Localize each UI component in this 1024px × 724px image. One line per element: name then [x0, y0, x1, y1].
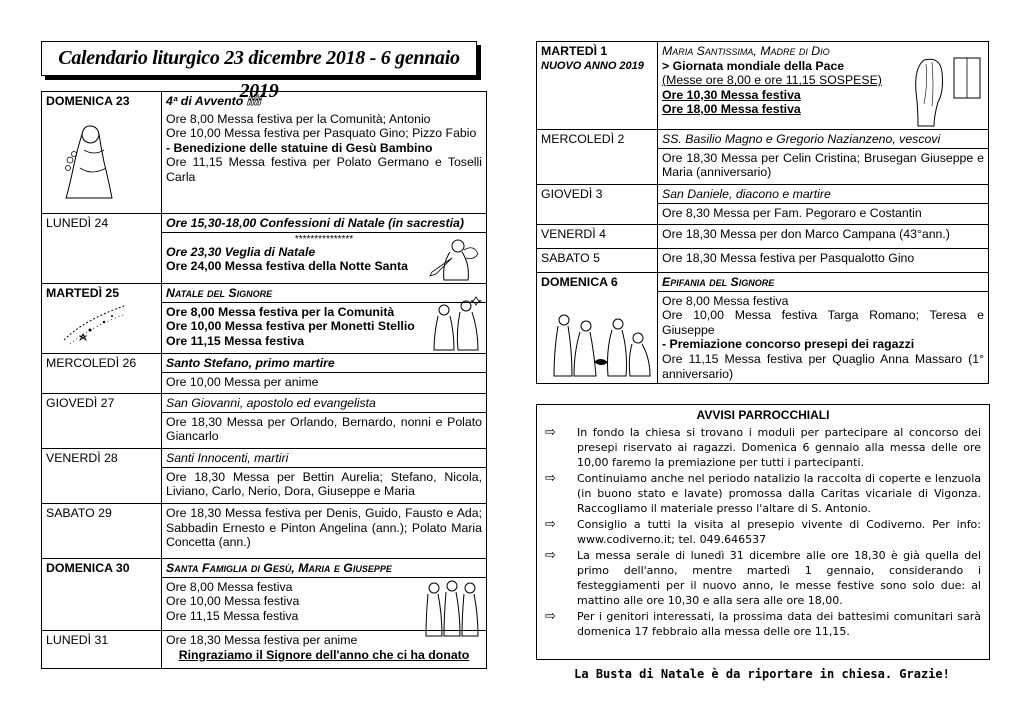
parish-notices-box — [536, 404, 990, 660]
list-item — [537, 609, 989, 639]
entry-line: Ore 10,00 Messa festiva per Monetti Stellio — [166, 319, 415, 334]
notices-heading: AVVISI PARROCCHIALI — [696, 408, 830, 422]
entry-line: Ringraziamo il Signore dell'anno che ci ha donato — [178, 647, 470, 662]
day-entry — [162, 92, 487, 214]
day-label: LUNEDÌ 31 — [42, 631, 162, 669]
day-label: SABATO 5 — [537, 249, 658, 273]
entry-heading: San Giovanni, apostolo ed evangelista — [162, 396, 486, 413]
arrow-right-icon: ⇨ — [545, 608, 556, 624]
entry-line: Ore 8,30 Messa per Fam. Pegoraro e Costantin — [662, 205, 922, 220]
arrow-right-icon: ⇨ — [545, 470, 556, 486]
day-label: DOMENICA 30 — [42, 559, 162, 631]
day-entry — [658, 273, 989, 384]
separator-stars: *************** — [294, 233, 354, 245]
list-item — [537, 471, 989, 516]
day-label: MERCOLEDÌ 26 — [42, 354, 162, 394]
day-label — [537, 42, 658, 130]
madonna-illustration — [62, 120, 124, 200]
holy-family-illustration — [422, 578, 482, 640]
entry-line: Ore 11,15 Messa festiva — [166, 333, 305, 348]
day-entry — [162, 354, 487, 394]
entry-line: Ore 18,30 Messa per Orlando, Bernardo, nonni e Polato Giancarlo — [166, 414, 482, 444]
angel-trumpet-illustration — [428, 236, 480, 282]
table-row — [42, 394, 487, 449]
entry-line: Ore 11,15 Messa festiva per Quaglio Anna Massaro (1° anniversario) — [662, 351, 984, 381]
day-label: VENERDÌ 4 — [537, 225, 658, 249]
day-label: GIOVEDÌ 3 — [537, 185, 658, 225]
table-row — [537, 130, 989, 185]
day-label: VENERDÌ 28 — [42, 449, 162, 504]
day-label: GIOVEDÌ 27 — [42, 394, 162, 449]
entry-line: Ore 24,00 Messa festiva della Notte Santa — [166, 259, 408, 274]
entry-line: Ore 11,15 Messa festiva per Polato Germano e Toselli Carla — [166, 155, 482, 184]
entry-line: Ore 8,00 Messa festiva — [662, 293, 789, 308]
day-label: SABATO 29 — [42, 504, 162, 559]
day-entry — [658, 225, 989, 249]
entry-line: > Giornata mondiale della Pace — [662, 58, 845, 73]
day-entry — [658, 185, 989, 225]
notice-text: Continuiamo anche nel periodo natalizio la raccolta di coperte e lenzuola (in buono stato e lavate) promossa dalla Caritas vicariale di Vigonza. Raccogliamo il materiale presso l'altare di S. Antonio. — [577, 471, 981, 515]
entry-heading: 4ª di Avvento 🕯🕯🕯🕯 — [166, 94, 261, 108]
day-label: DOMENICA 6 — [537, 273, 658, 384]
entry-line: Ore 18,30 Messa festiva per Denis, Guido, Fausto e Ada; Sabbadin Ernesto e Pinton Angelina (ann.); Polato Maria Concetta (ann.) — [166, 506, 482, 550]
entry-line: Ore 8,00 Messa festiva — [166, 579, 293, 594]
entry-line: - Benedizione delle statuine di Gesù Bambino — [166, 140, 433, 155]
entry-heading: Ore 15,30-18,00 Confessioni di Natale (in sacrestia) — [162, 216, 486, 233]
entry-line: Ore 11,15 Messa festiva — [166, 608, 299, 623]
entry-heading: Santa Famiglia di Gesù, Maria e Giuseppe — [162, 561, 486, 578]
entry-line: - Premiazione concorso presepi dei ragazzi — [662, 337, 915, 352]
calendar-title: Calendario liturgico 23 dicembre 2018 - 6 gennaio 2019 — [58, 47, 460, 102]
list-item — [537, 517, 989, 547]
entry-line: Ore 18,30 Messa per don Marco Campana (43°ann.) — [662, 227, 950, 241]
table-row — [42, 559, 487, 631]
entry-line: Ore 10,00 Messa festiva — [166, 594, 300, 609]
entry-line: Ore 18,30 Messa festiva per Pasqualotto Gino — [662, 251, 915, 265]
entry-line: Ore 8,00 Messa festiva per la Comunità — [166, 304, 395, 319]
table-row — [537, 185, 989, 225]
notice-text: La messa serale di lunedì 31 dicembre alle ore 18,30 è già quella del primo dell'anno, mentre martedì 1 gennaio, considerando i festeggiamenti per il nuovo anno, le messe festive sono solo due: al mattino alle ore 10,30 e alla sera alle ore 18,00. — [577, 548, 981, 607]
entry-heading: Santo Stefano, primo martire — [162, 356, 486, 373]
list-item — [537, 425, 989, 470]
table-row — [537, 249, 989, 273]
comet-star-illustration — [60, 300, 132, 350]
arrow-right-icon: ⇨ — [545, 424, 556, 440]
day-entry — [162, 394, 487, 449]
table-row — [42, 354, 487, 394]
entry-line: Ore 10,30 Messa festiva — [662, 87, 801, 102]
day-entry — [658, 130, 989, 185]
day-label-sub: NUOVO ANNO 2019 — [541, 59, 644, 72]
entry-heading: Maria Santissima, Madre di Dio — [662, 44, 830, 58]
entry-heading: San Daniele, diacono e martire — [658, 187, 988, 204]
entry-line: Ore 18,30 Messa festiva per anime — [166, 633, 358, 647]
day-entry — [658, 249, 989, 273]
table-row — [42, 504, 487, 559]
arrow-right-icon: ⇨ — [545, 516, 556, 532]
entry-line: Ore 10,00 Messa festiva Targa Romano; Teresa e Giuseppe — [662, 308, 984, 337]
woman-window-illustration — [910, 50, 984, 128]
table-row — [537, 225, 989, 249]
arrow-right-icon: ⇨ — [545, 547, 556, 563]
entry-line: Ore 23,30 Veglia di Natale — [166, 244, 316, 259]
list-item — [537, 548, 989, 608]
day-label-main: MARTEDÌ 1 — [541, 44, 608, 58]
entry-line: (Messe ore 8,00 e ore 11,15 SOSPESE) — [662, 73, 882, 88]
day-label: DOMENICA 23 — [42, 92, 162, 214]
entry-line: Ore 18,30 Messa per Celin Cristina; Brusegan Giuseppe e Maria (anniversario) — [662, 150, 984, 180]
entry-heading: SS. Basilio Magno e Gregorio Nazianzeno, vescovi — [658, 132, 988, 149]
entry-heading: Santi Innocenti, martiri — [162, 451, 486, 468]
day-label: LUNEDÌ 24 — [42, 214, 162, 284]
day-entry — [162, 449, 487, 504]
nativity-illustration — [430, 296, 482, 354]
magi-epiphany-illustration — [546, 308, 656, 380]
day-label: MERCOLEDÌ 2 — [537, 130, 658, 185]
notice-text: Consiglio a tutti la visita al presepio vivente di Codiverno. Per info: www.codiverno.it; tel. 049.646537 — [577, 517, 981, 546]
entry-line: Ore 18,00 Messa festiva — [662, 102, 801, 117]
entry-line: Ore 10,00 Messa per anime — [166, 374, 319, 389]
entry-line: Ore 8,00 Messa festiva per la Comunità; Antonio — [166, 111, 431, 126]
table-row — [42, 449, 487, 504]
notice-text: In fondo la chiesa si trovano i moduli per partecipare al concorso dei presepi riservato ai ragazzi. Domenica 6 gennaio alla messa delle ore 10,00 faremo la premiazione per tutti i partecipanti. — [577, 425, 981, 469]
table-row — [42, 214, 487, 284]
entry-heading: Natale del Signore — [162, 286, 486, 303]
entry-heading: Epifania del Signore — [658, 275, 988, 292]
day-label: MARTEDÌ 25 — [42, 284, 162, 354]
entry-line: Ore 10,00 Messa festiva per Pasquato Gino; Pizzo Fabio — [166, 126, 477, 141]
day-entry — [162, 504, 487, 559]
notice-text: Per i genitori interessati, la prossima data dei battesimi comunitari sarà domenica 17 febbraio alla messa delle ore 11,15. — [577, 609, 981, 638]
entry-line: Ore 18,30 Messa per Bettin Aurelia; Stefano, Nicola, Liviano, Carlo, Nerio, Dora, Giuseppe e Maria — [166, 469, 482, 499]
footer-note: La Busta di Natale è da riportare in chiesa. Grazie! — [574, 667, 950, 681]
table-row — [42, 631, 487, 669]
notices-list — [537, 425, 989, 639]
